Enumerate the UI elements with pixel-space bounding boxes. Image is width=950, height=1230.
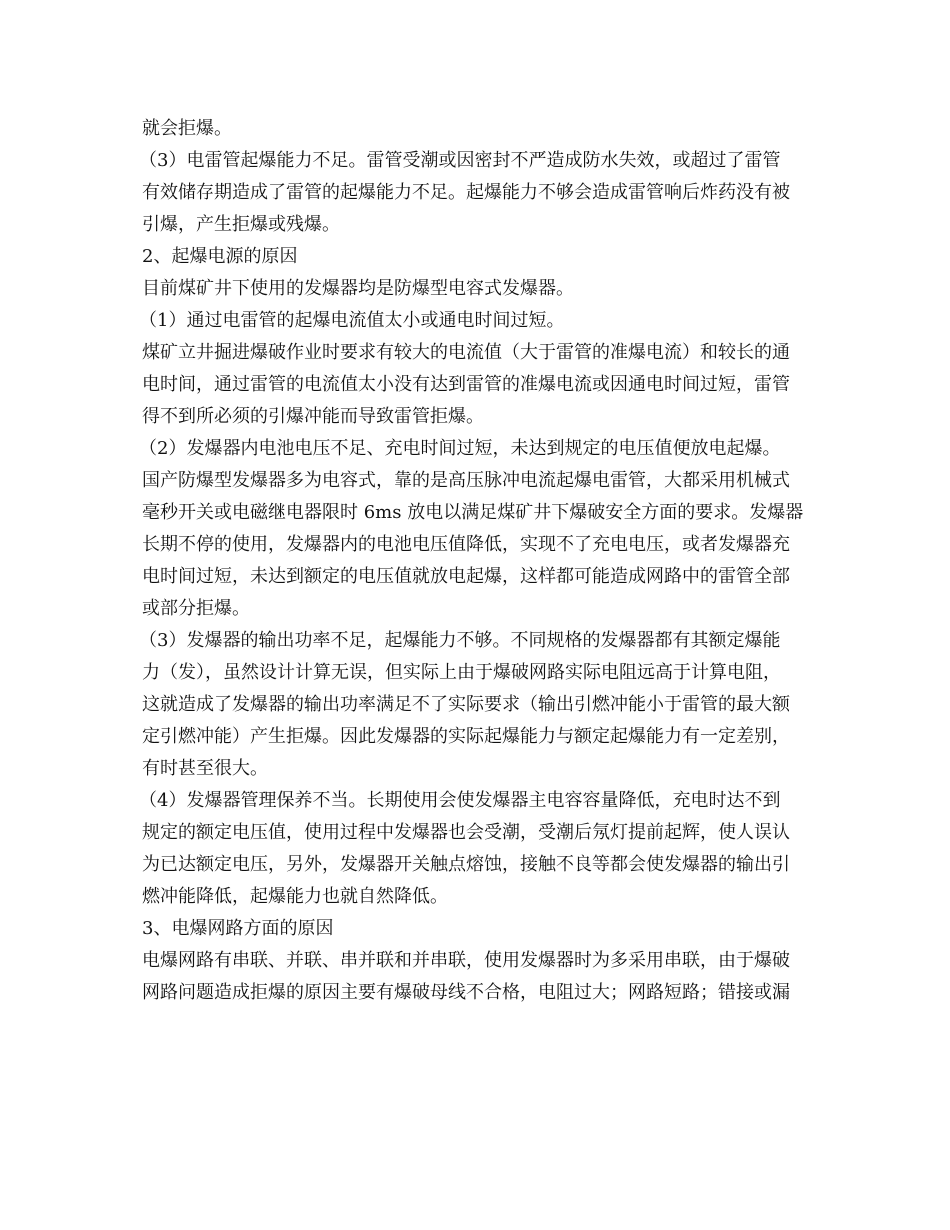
text-line: 有时甚至很大。: [142, 758, 268, 779]
section-heading: 3、电爆网路方面的原因: [142, 918, 334, 939]
text-line: 得不到所必须的引爆冲能而导致雷管拒爆。: [142, 406, 484, 427]
text-line: （3）电雷管起爆能力不足。雷管受潮或因密封不严造成防水失效，或超过了雷管: [139, 150, 781, 171]
text-line: 电时间过短，未达到额定的电压值就放电起爆，这样都可能造成网路中的雷管全部: [142, 566, 790, 587]
text-line: 毫秒开关或电磁继电器限时 6ms 放电以满足煤矿井下爆破安全方面的要求。发爆器: [142, 502, 804, 523]
text-line: 有效储存期造成了雷管的起爆能力不足。起爆能力不够会造成雷管响后炸药没有被: [142, 182, 790, 203]
text-line: （3）发爆器的输出功率不足，起爆能力不够。不同规格的发爆器都有其额定爆能: [139, 630, 781, 651]
text-line: 国产防爆型发爆器多为电容式，靠的是高压脉冲电流起爆电雷管，大都采用机械式: [142, 470, 790, 491]
text-line: 为已达额定电压，另外，发爆器开关触点熔蚀，接触不良等都会使发爆器的输出引: [142, 854, 790, 875]
text-line: （2）发爆器内电池电压不足、充电时间过短，未达到规定的电压值便放电起爆。: [139, 438, 781, 459]
text-line: 定引燃冲能）产生拒爆。因此发爆器的实际起爆能力与额定起爆能力有一定差别，: [142, 726, 790, 747]
text-line: 就会拒爆。: [142, 118, 232, 139]
text-line: 这就造成了发爆器的输出功率满足不了实际要求（输出引燃冲能小于雷管的最大额: [142, 694, 790, 715]
document-body: [139, 113, 812, 1009]
text-line: 目前煤矿井下使用的发爆器均是防爆型电容式发爆器。: [142, 278, 574, 299]
text-line: 煤矿立井掘进爆破作业时要求有较大的电流值（大于雷管的准爆电流）和较长的通: [142, 342, 790, 363]
text-line: 长期不停的使用，发爆器内的电池电压值降低，实现不了充电电压，或者发爆器充: [142, 534, 790, 555]
text-line: 网路问题造成拒爆的原因主要有爆破母线不合格，电阻过大；网路短路；错接或漏: [142, 982, 790, 1003]
text-line: 燃冲能降低，起爆能力也就自然降低。: [142, 886, 448, 907]
section-heading: 2、起爆电源的原因: [142, 246, 298, 267]
text-line: 或部分拒爆。: [142, 598, 250, 619]
text-line: 引爆，产生拒爆或残爆。: [142, 214, 340, 235]
text-line: （4）发爆器管理保养不当。长期使用会使发爆器主电容容量降低，充电时达不到: [139, 790, 781, 811]
text-line: 规定的额定电压值，使用过程中发爆器也会受潮，受潮后氖灯提前起辉，使人误认: [142, 822, 790, 843]
text-line: 电时间，通过雷管的电流值太小没有达到雷管的准爆电流或因通电时间过短，雷管: [142, 374, 790, 395]
text-line: 力（发），虽然设计计算无误，但实际上由于爆破网路实际电阻远高于计算电阻，: [142, 662, 781, 683]
text-line: 电爆网路有串联、并联、串并联和并串联，使用发爆器时为多采用串联，由于爆破: [142, 950, 790, 971]
text-line: （1）通过电雷管的起爆电流值太小或通电时间过短。: [139, 310, 565, 331]
